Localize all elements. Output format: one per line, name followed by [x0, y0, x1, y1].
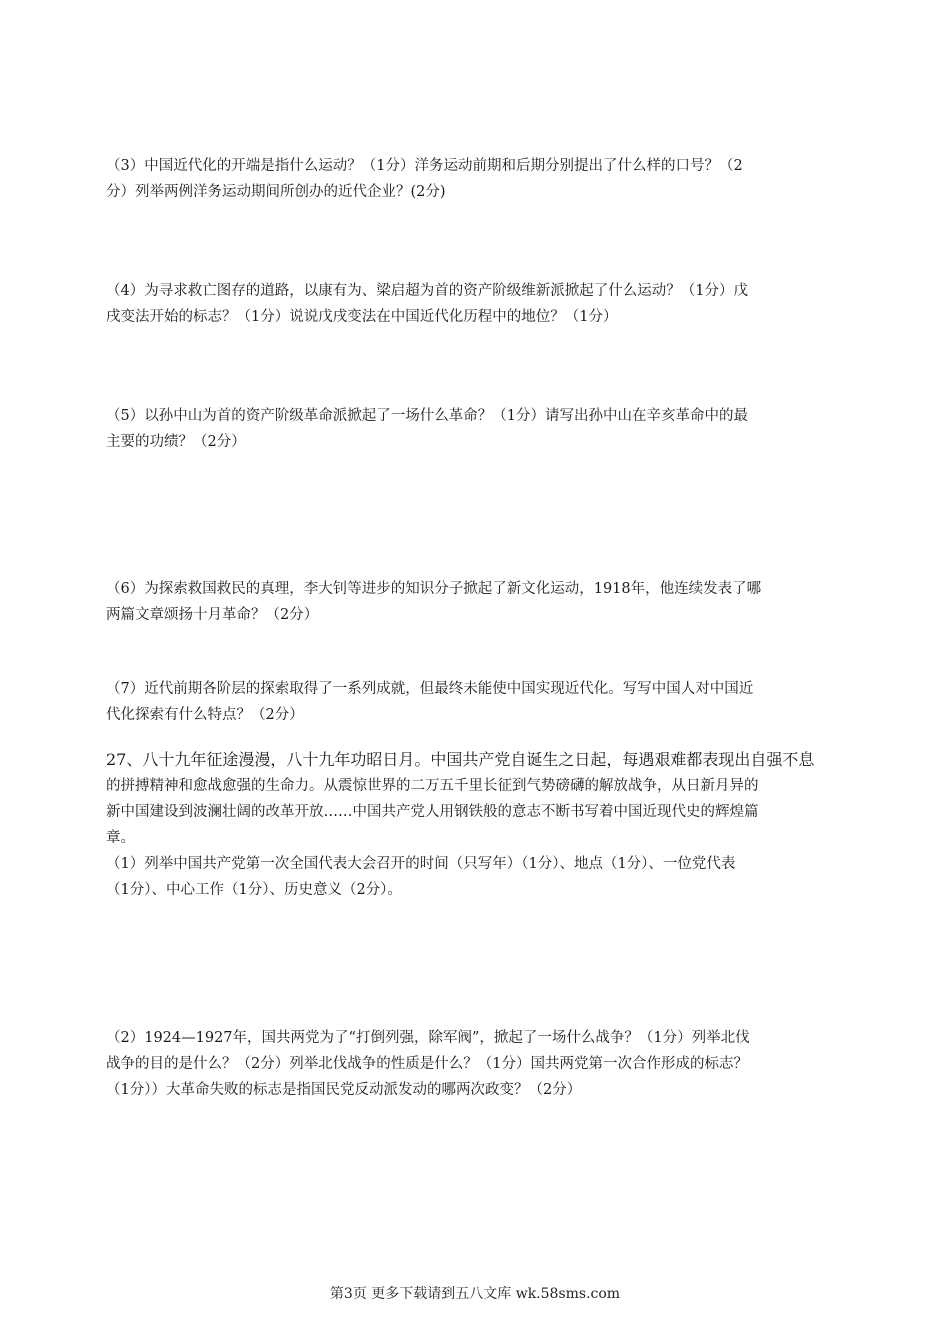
question-line: 27、八十九年征途漫漫，八十九年功昭日月。中国共产党自诞生之日起，每遇艰难都表现出自强不息 [106, 750, 815, 769]
question-26-4 [106, 278, 862, 330]
question-27-2 [106, 1025, 862, 1103]
question-line: 戌变法开始的标志？（1分）说说戊戌变法在中国近代化历程中的地位？（1分） [106, 309, 618, 325]
question-line: （5）以孙中山为首的资产阶级革命派掀起了一场什么革命？（1分）请写出孙中山在辛亥革命中的最 [106, 408, 748, 424]
question-line: 分）列举两例洋务运动期间所创办的近代企业？(2分) [106, 184, 446, 200]
question-26-7 [106, 676, 862, 728]
question-26-3 [106, 153, 862, 205]
question-line: 两篇文章颂扬十月革命？（2分） [106, 607, 319, 623]
question-line: （4）为寻求救亡图存的道路，以康有为、梁启超为首的资产阶级维新派掀起了什么运动？（1分）戊 [106, 283, 748, 299]
question-26-5 [106, 403, 862, 455]
question-line: 章。 [106, 830, 135, 846]
question-line: 战争的目的是什么？（2分）列举北伐战争的性质是什么？（1分）国共两党第一次合作形成的标志？ [106, 1056, 748, 1072]
question-line: 新中国建设到波澜壮阔的改革开放……中国共产党人用钢铁般的意志不断书写着中国近现代史的辉煌篇 [106, 804, 759, 820]
question-line: （7）近代前期各阶层的探索取得了一系列成就，但最终未能使中国实现近代化。写写中国人对中国近 [106, 681, 754, 697]
page-footer: 第3页 更多下载请到五八文库 wk.58sms.com [329, 1286, 621, 1302]
question-line: （6）为探索救国救民的真理，李大钊等进步的知识分子掀起了新文化运动，1918年，他连续发表了哪 [106, 581, 762, 597]
question-26-6 [106, 576, 862, 628]
question-line: （1）列举中国共产党第一次全国代表大会召开的时间（只写年）（1分）、地点（1分）、一位党代表 [106, 856, 736, 872]
question-line: （3）中国近代化的开端是指什么运动？（1分）洋务运动前期和后期分别提出了什么样的口号？（2 [106, 158, 743, 174]
question-line: （1分））大革命失败的标志是指国民党反动派发动的哪两次政变？（2分） [106, 1082, 582, 1098]
question-line: 主要的功绩？（2分） [106, 434, 246, 450]
question-line: （1分）、中心工作（1分）、历史意义（2分）。 [106, 882, 402, 898]
question-line: 的拼搏精神和愈战愈强的生命力。从震惊世界的二万五千里长征到气势磅礴的解放战争，从日新月异的 [106, 778, 759, 794]
question-27 [106, 747, 862, 903]
question-line: 代化探索有什么特点？（2分） [106, 707, 304, 723]
question-line: （2）1924—1927年，国共两党为了“打倒列强，除军阀”，掀起了一场什么战争？（1分）列举北伐 [106, 1030, 750, 1046]
